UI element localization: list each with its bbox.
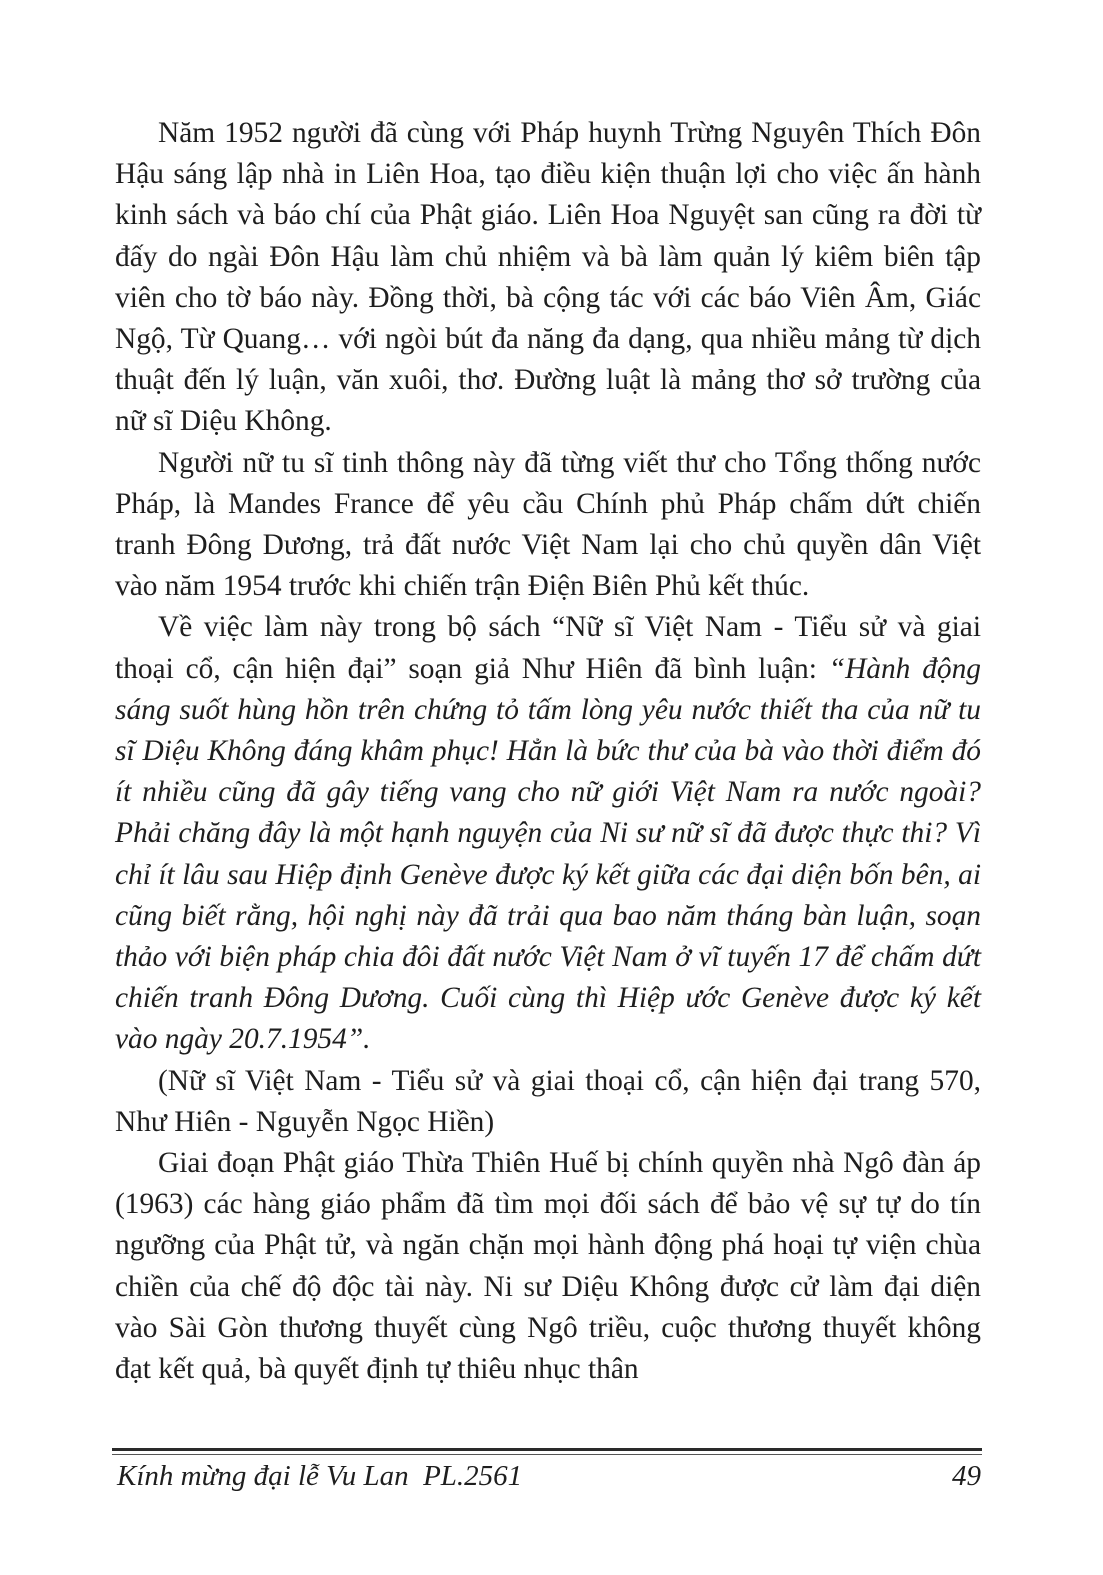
paragraph-2-text: Người nữ tu sĩ tinh thông này đã từng viết thư cho Tổng thống nước Pháp, là Mandes France để yêu cầu Chính phủ Pháp chấm dứt chiến tranh Đông Dương, trả đất nước Việt Nam lại cho chủ quyền dân Việt vào năm 1954 trước khi chiến trận Điện Biên Phủ kết thúc.	[115, 446, 981, 603]
citation-text: (Nữ sĩ Việt Nam - Tiểu sử và giai thoại cổ, cận hiện đại trang 570, Như Hiên - Nguyễn Ngọc Hiền)	[115, 1064, 981, 1138]
footer-title: Kính mừng đại lễ Vu Lan PL.2561	[117, 1460, 523, 1492]
paragraph-5	[115, 1143, 981, 1390]
paragraph-3-quote: “Hành động sáng suốt hùng hồn trên chứng tỏ tấm lòng yêu nước thiết tha của nữ tu sĩ Diệu Không đáng khâm phục! Hẳn là bức thư của bà vào thời điểm đó ít nhiều cũng đã gây tiếng vang cho nữ giới Việt Nam ra nước ngoài? Phải chăng đây là một hạnh nguyện của Ni sư nữ sĩ đã được thực thi? Vì chỉ ít lâu sau Hiệp định Genève được ký kết giữa các đại diện bốn bên, ai cũng biết rằng, hội nghị này đã trải qua bao năm tháng bàn luận, soạn thảo với biện pháp chia đôi đất nước Việt Nam ở vĩ tuyến 17 để chấm dứt chiến tranh Đông Dương. Cuối cùng thì Hiệp ước Genève được ký kết vào ngày 20.7.1954”.	[115, 652, 981, 1056]
footer-rule-thin	[112, 1454, 982, 1455]
paragraph-4-citation	[115, 1061, 981, 1143]
page-body	[115, 113, 981, 1390]
paragraph-3-text: Về việc làm này trong bộ sách “Nữ sĩ Việt Nam - Tiểu sử và giai thoại cổ, cận hiện đại” soạn giả Như Hiên đã bình luận:	[115, 611, 981, 685]
paragraph-3	[115, 607, 981, 1060]
footer-rule	[112, 1448, 982, 1451]
paragraph-2	[115, 443, 981, 608]
page-footer	[117, 1460, 981, 1493]
paragraph-1-text: Năm 1952 người đã cùng với Pháp huynh Trừng Nguyên Thích Đôn Hậu sáng lập nhà in Liên Hoa, tạo điều kiện thuận lợi cho việc ấn hành kinh sách và báo chí của Phật giáo. Liên Hoa Nguyệt san cũng ra đời từ đấy do ngài Đôn Hậu làm chủ nhiệm và bà làm quản lý kiêm biên tập viên cho tờ báo này. Đồng thời, bà cộng tác với các báo Viên Âm, Giác Ngộ, Từ Quang… với ngòi bút đa năng đa dạng, qua nhiều mảng từ dịch thuật đến lý luận, văn xuôi, thơ. Đường luật là mảng thơ sở trường của nữ sĩ Diệu Không.	[115, 117, 981, 438]
paragraph-1	[115, 113, 981, 443]
paragraph-5-text: Giai đoạn Phật giáo Thừa Thiên Huế bị chính quyền nhà Ngô đàn áp (1963) các hàng giáo phẩm đã tìm mọi đối sách để bảo vệ sự tự do tín ngưỡng của Phật tử, và ngăn chặn mọi hành động phá hoại tự viện chùa chiền của chế độ độc tài này. Ni sư Diệu Không được cử làm đại diện vào Sài Gòn thương thuyết cùng Ngô triều, cuộc thương thuyết không đạt kết quả, bà quyết định tự thiêu nhục thân	[115, 1147, 981, 1386]
page-number: 49	[952, 1460, 981, 1492]
